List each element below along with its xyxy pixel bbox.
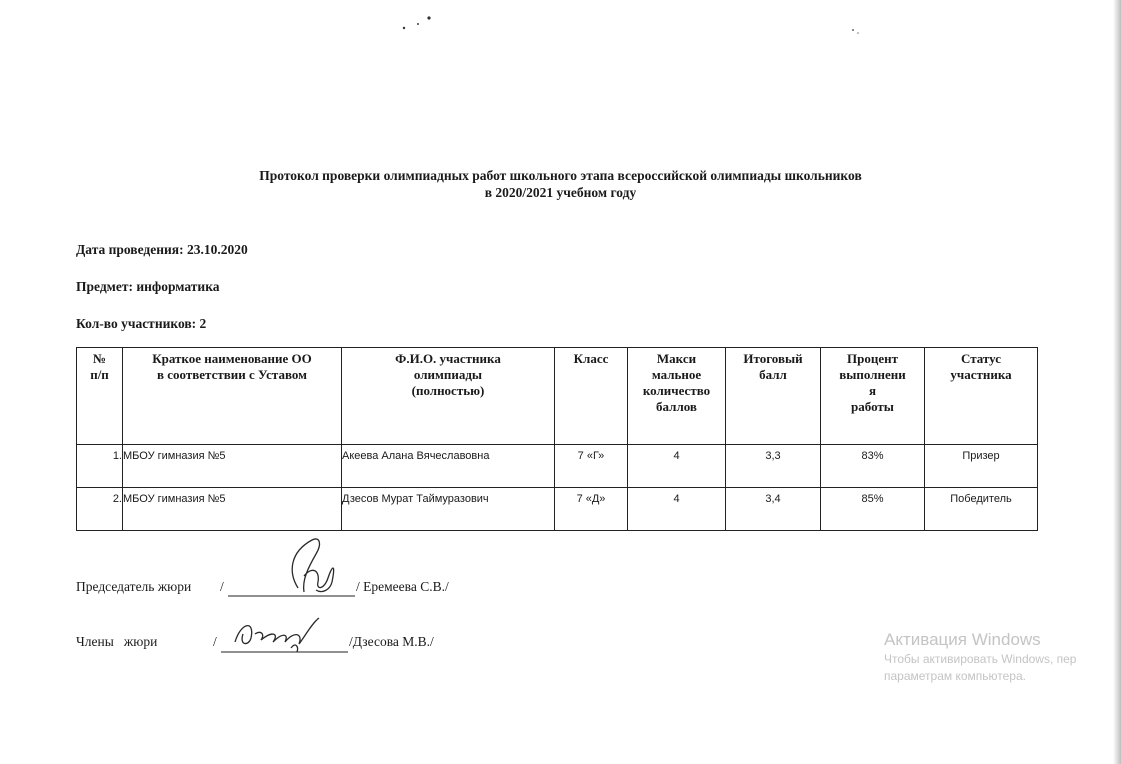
header-status: Статус участника (925, 348, 1038, 445)
cell-status: Призер (925, 445, 1038, 488)
header-fio: Ф.И.О. участника олимпиады (полностью) (342, 348, 555, 445)
scan-specks (0, 0, 1121, 60)
header-num: № п/п (77, 348, 123, 445)
document-title (0, 167, 1121, 201)
cell-org: МБОУ гимназия №5 (123, 445, 342, 488)
cell-class: 7 «Г» (555, 445, 628, 488)
cell-score: 3,4 (726, 488, 821, 531)
members-name: /Дзесова М.В./ (349, 634, 434, 649)
members-slash: / (213, 634, 217, 649)
table-row (77, 445, 1038, 488)
chair-slash: / (220, 579, 224, 594)
header-max: Макси мальное количество баллов (628, 348, 726, 445)
chair-label: Председатель жюри (76, 579, 192, 594)
table-row (77, 488, 1038, 531)
header-score: Итоговый балл (726, 348, 821, 445)
cell-num: 1. (77, 445, 123, 488)
title-line-2: в 2020/2021 учебном году (484, 185, 637, 200)
watermark-line-1: Чтобы активировать Windows, пер (884, 652, 1077, 666)
windows-activation-watermark (884, 629, 1121, 685)
cell-max: 4 (628, 445, 726, 488)
members-label: Члены жюри (76, 634, 158, 649)
participants-line: Кол-во участников: 2 (76, 316, 207, 331)
header-org: Краткое наименование ОО в соответствии с Уставом (123, 348, 342, 445)
subject-line: Предмет: информатика (76, 279, 220, 294)
cell-percent: 83% (821, 445, 925, 488)
cell-status: Победитель (925, 488, 1038, 531)
cell-max: 4 (628, 488, 726, 531)
header-percent: Процент выполнени я работы (821, 348, 925, 445)
chair-signature-line (228, 532, 358, 602)
table-header-row (77, 348, 1038, 445)
cell-class: 7 «Д» (555, 488, 628, 531)
title-line-1: Протокол проверки олимпиадных работ школьного этапа всероссийской олимпиады школьников (259, 168, 862, 183)
cell-fio: Акеева Алана Вячеславовна (342, 445, 555, 488)
watermark-line-2: параметрам компьютера. (884, 669, 1026, 683)
cell-org: МБОУ гимназия №5 (123, 488, 342, 531)
chair-name: / Еремеева С.В./ (356, 579, 449, 594)
header-class: Класс (555, 348, 628, 445)
date-line: Дата проведения: 23.10.2020 (76, 242, 248, 257)
results-table (76, 347, 1038, 531)
members-signature-line (221, 612, 351, 656)
cell-score: 3,3 (726, 445, 821, 488)
cell-num: 2. (77, 488, 123, 531)
watermark-title: Активация Windows (884, 630, 1041, 649)
cell-fio: Дзесов Мурат Таймуразович (342, 488, 555, 531)
cell-percent: 85% (821, 488, 925, 531)
